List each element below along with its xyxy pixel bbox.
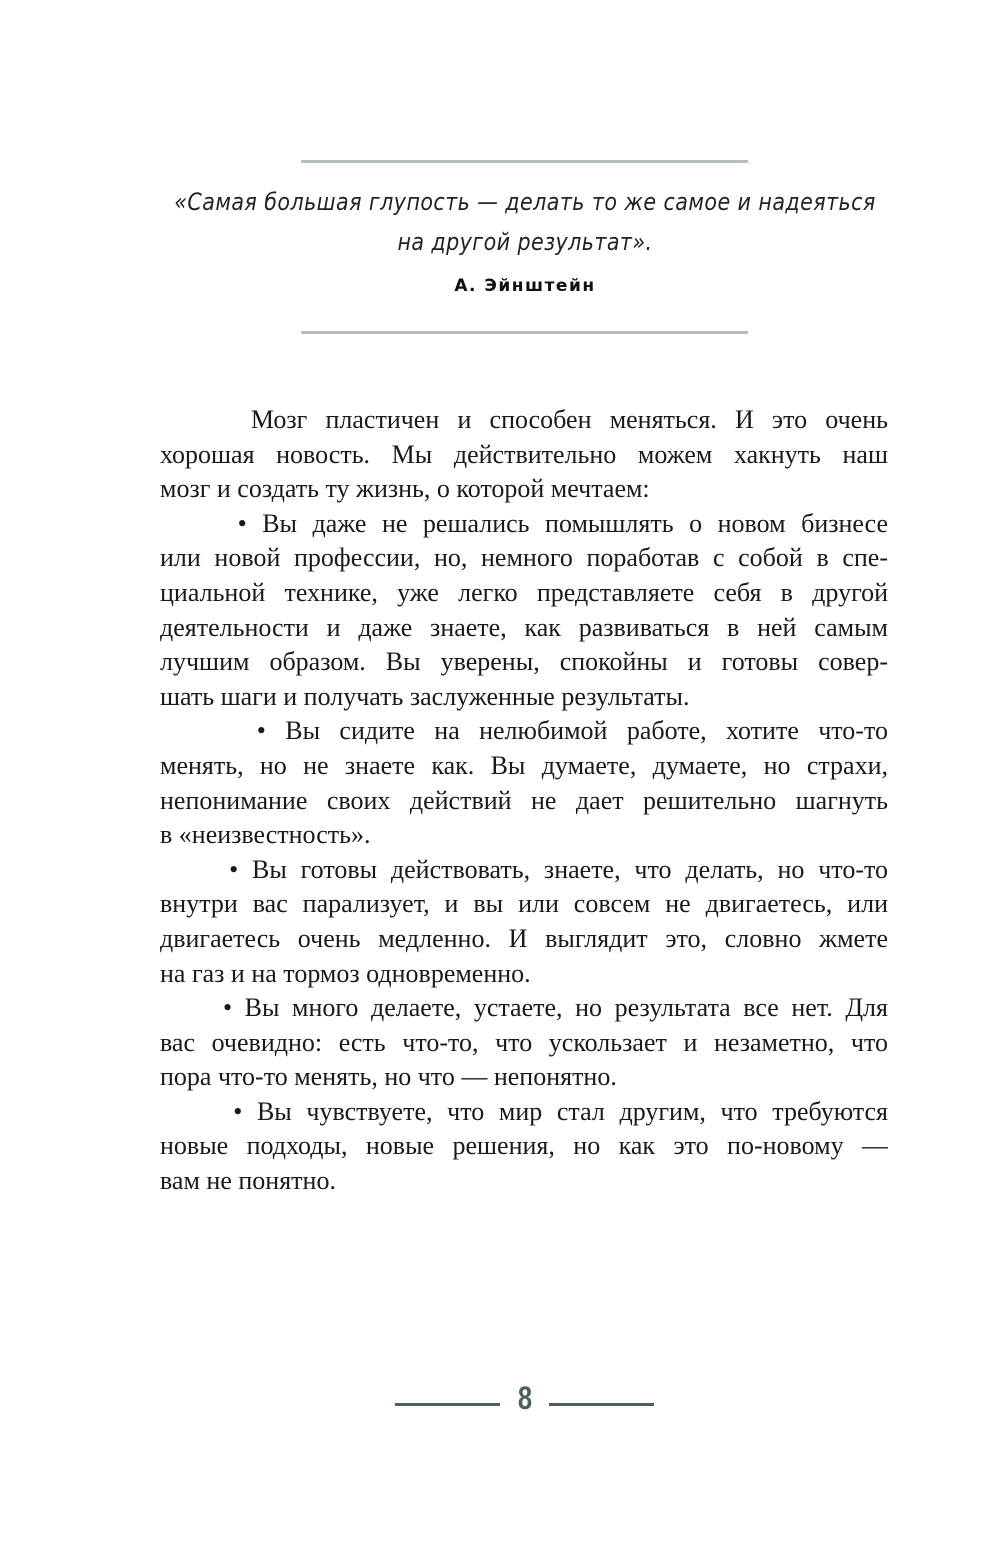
text-line: • Вы много делаете, устаете, но результата все нет. Для bbox=[160, 993, 888, 1023]
page-number: 8 bbox=[517, 1380, 533, 1416]
epigraph-bottom-rule bbox=[301, 331, 748, 334]
epigraph-top-rule bbox=[301, 160, 748, 163]
paragraph bbox=[160, 853, 888, 991]
paragraph bbox=[160, 403, 888, 507]
text-line: пора что-то менять, но что — непонятно. bbox=[160, 1062, 617, 1092]
epigraph-author: А. Эйнштейн bbox=[454, 276, 596, 296]
page-number-left-rule bbox=[395, 1403, 500, 1406]
paragraph bbox=[160, 507, 888, 715]
paragraph bbox=[160, 1095, 888, 1199]
text-line: • Вы готовы действовать, знаете, что делать, но что-то bbox=[160, 854, 888, 884]
text-line: • Вы чувствуете, что мир стал другим, что требуются bbox=[160, 1096, 888, 1126]
text-line: деятельности и даже знаете, как развиваться в ней самым bbox=[160, 612, 888, 642]
text-line: или новой профессии, но, немного поработав с собой в спе- bbox=[160, 543, 888, 573]
text-line: на газ и на тормоз одновременно. bbox=[160, 958, 531, 988]
epigraph-quote bbox=[95, 182, 955, 262]
text-line: новые подходы, новые решения, но как это по-новому — bbox=[160, 1131, 888, 1161]
body-text bbox=[160, 403, 888, 1199]
paragraph bbox=[160, 991, 888, 1095]
text-line: двигаетесь очень медленно. И выглядит это, словно жмете bbox=[160, 923, 888, 953]
text-line: циальной технике, уже легко представляете себя в другой bbox=[160, 577, 888, 607]
text-line: хорошая новость. Мы действительно можем хакнуть наш bbox=[160, 439, 888, 469]
paragraph bbox=[160, 714, 888, 852]
text-line: лучшим образом. Вы уверены, спокойны и готовы совер- bbox=[160, 647, 888, 677]
text-line: Мозг пластичен и способен меняться. И это очень bbox=[160, 405, 888, 434]
text-line: вас очевидно: есть что-то, что ускользает и незаметно, что bbox=[160, 1027, 888, 1057]
text-line: шать шаги и получать заслуженные результаты. bbox=[160, 681, 690, 711]
page-number-right-rule bbox=[549, 1403, 654, 1406]
quote-line: «Самая большая глупость — делать то же самое и надеяться bbox=[174, 188, 876, 216]
text-line: непонимание своих действий не дает решительно шагнуть bbox=[160, 785, 888, 815]
quote-line: на другой результат». bbox=[397, 228, 653, 256]
text-line: вам не понятно. bbox=[160, 1166, 336, 1196]
text-line: внутри вас парализует, и вы или совсем не двигаетесь, или bbox=[160, 889, 888, 919]
text-line: в «неизвестность». bbox=[160, 820, 371, 850]
text-line: менять, но не знаете как. Вы думаете, думаете, но страхи, bbox=[160, 750, 888, 780]
text-line: • Вы даже не решались помышлять о новом бизнесе bbox=[160, 508, 888, 538]
text-line: • Вы сидите на нелюбимой работе, хотите что-то bbox=[160, 716, 888, 746]
text-line: мозг и создать ту жизнь, о которой мечтаем: bbox=[160, 474, 650, 504]
